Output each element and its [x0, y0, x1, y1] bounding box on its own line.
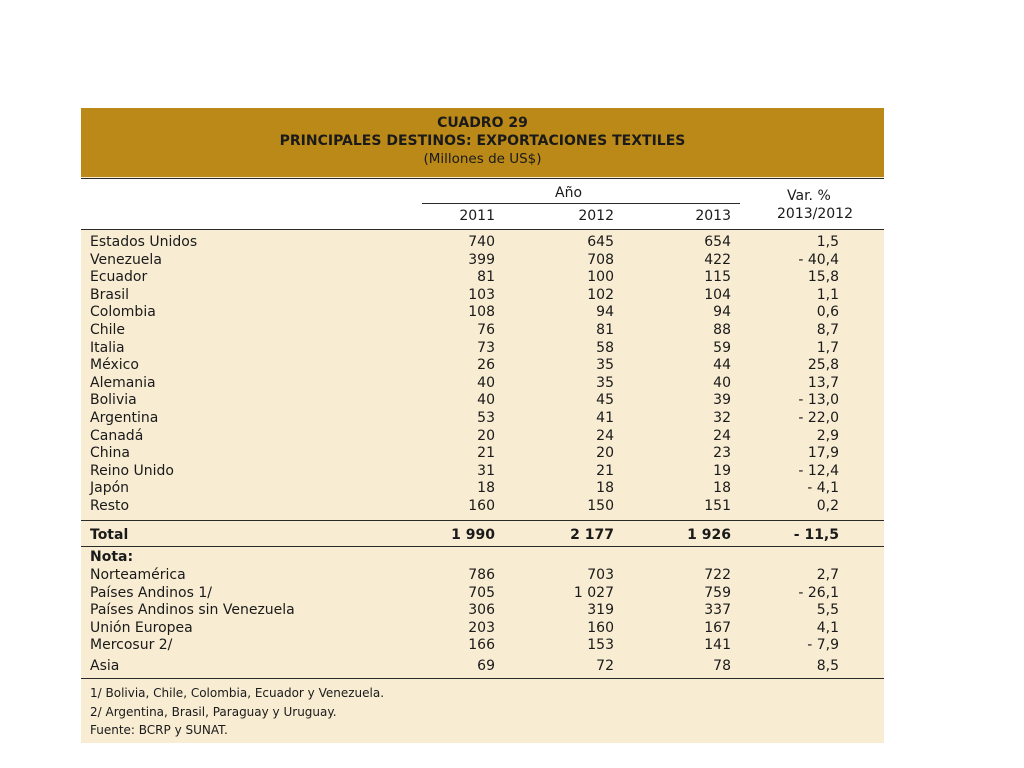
col-header-2011: 2011 [459, 208, 495, 224]
cell-2011: 306 [468, 602, 495, 619]
cell-2013: 654 [704, 234, 731, 250]
cell-2013: 104 [704, 286, 731, 303]
cell-2013: 78 [713, 658, 731, 674]
cell-2012: 94 [596, 304, 614, 321]
cell-2012: 703 [587, 567, 614, 583]
cell-var: 5,5 [816, 602, 839, 619]
cell-2011: 21 [477, 445, 495, 462]
cell-2013: 94 [713, 304, 731, 321]
row-label: China [90, 445, 130, 462]
row-label: Bolivia [90, 392, 137, 409]
cell-var: 0,2 [816, 498, 839, 514]
cell-2012: 24 [596, 427, 614, 444]
cell-2013: 59 [713, 339, 731, 356]
cell-2011: 18 [477, 480, 495, 497]
row-label: Argentina [90, 410, 159, 426]
cell-2013: 24 [713, 427, 731, 444]
cell-2011: 740 [468, 234, 495, 250]
cell-2013: 722 [704, 567, 731, 583]
cell-2013: 32 [713, 410, 731, 426]
row-label: Ecuador [90, 269, 148, 286]
cell-2013: 337 [704, 602, 731, 619]
cell-var: - 7,9 [807, 637, 839, 654]
year-group-rule [422, 203, 740, 204]
table-number: CUADRO 29 [437, 115, 528, 131]
cell-2012: 645 [587, 234, 614, 250]
cell-2013: 44 [713, 357, 731, 374]
cell-2012: 45 [596, 392, 614, 409]
table-document [81, 108, 884, 743]
row-label: Japón [90, 480, 130, 497]
row-label: Norteamérica [90, 567, 186, 583]
row-label: Alemania [90, 374, 156, 391]
footnote-2: 2/ Argentina, Brasil, Paraguay y Uruguay. [90, 704, 337, 719]
row-label: Resto [90, 498, 130, 514]
total-label: Total [90, 527, 129, 543]
footnotes [90, 684, 384, 740]
year-group-label: Año [555, 185, 583, 201]
cell-2011: 73 [477, 339, 495, 356]
cell-2011: 20 [477, 427, 495, 444]
title-band [81, 108, 884, 177]
total-top-rule [81, 520, 884, 521]
col-header-2013: 2013 [695, 208, 731, 224]
header-bottom-rule [81, 229, 884, 230]
cell-2012: 20 [596, 445, 614, 462]
cell-var: 17,9 [807, 445, 839, 462]
cell-2013: 19 [713, 462, 731, 479]
cell-var: 8,7 [816, 322, 839, 338]
col-header-2012: 2012 [578, 208, 614, 224]
cell-2011: 786 [468, 567, 495, 583]
cell-2013: 88 [713, 322, 731, 338]
col-header-var-line1: Var. % [787, 188, 831, 204]
cell-2012: 81 [596, 322, 614, 338]
row-label: Brasil [90, 286, 130, 303]
row-label: Chile [90, 322, 126, 338]
table-title: PRINCIPALES DESTINOS: EXPORTACIONES TEXTILES [279, 133, 686, 149]
row-label: Colombia [90, 304, 156, 321]
row-label: Asia [90, 658, 120, 674]
cell-2012: 41 [596, 410, 614, 426]
cell-2011: 76 [477, 322, 495, 338]
source-note: Fuente: BCRP y SUNAT. [90, 723, 228, 737]
cell-2012: 100 [587, 269, 614, 286]
cell-var: - 13,0 [798, 392, 839, 409]
cell-var: - 4,1 [807, 480, 839, 497]
cell-var: 2,7 [816, 567, 839, 583]
cell-2013: 23 [713, 445, 731, 462]
cell-2013: 422 [704, 251, 731, 268]
cell-2012: 160 [587, 619, 614, 636]
cell-var: 8,5 [816, 658, 839, 674]
total-bottom-rule [81, 546, 884, 547]
cell-2012: 58 [596, 339, 614, 356]
cell-2011: 26 [477, 357, 495, 374]
cell-2012: 153 [587, 637, 614, 654]
cell-2012: 150 [587, 498, 614, 514]
cell-2011: 399 [468, 251, 495, 268]
row-label: México [90, 357, 139, 374]
cell-2011: 103 [468, 286, 495, 303]
cell-2011: 53 [477, 410, 495, 426]
footnote-rule [81, 678, 884, 679]
column-header [81, 179, 884, 230]
cell-2011: 40 [477, 392, 495, 409]
cell-var: - 22,0 [798, 410, 839, 426]
total-2011: 1 990 [451, 527, 495, 543]
cell-2012: 319 [587, 602, 614, 619]
cell-2013: 40 [713, 374, 731, 391]
row-label: Unión Europea [90, 619, 193, 636]
cell-2013: 167 [704, 619, 731, 636]
row-label: Venezuela [90, 251, 162, 268]
cell-2012: 72 [596, 658, 614, 674]
cell-2013: 759 [704, 584, 731, 601]
cell-2012: 102 [587, 286, 614, 303]
cell-2013: 115 [704, 269, 731, 286]
row-label: Mercosur 2/ [90, 637, 173, 654]
cell-2013: 151 [704, 498, 731, 514]
cell-2012: 35 [596, 357, 614, 374]
total-var: - 11,5 [793, 527, 839, 543]
cell-2011: 81 [477, 269, 495, 286]
cell-2013: 39 [713, 392, 731, 409]
row-label: Canadá [90, 427, 144, 444]
table-units: (Millones de US$) [423, 151, 542, 167]
total-2012: 2 177 [570, 527, 614, 543]
row-label: Estados Unidos [90, 234, 198, 250]
row-label: Países Andinos sin Venezuela [90, 602, 295, 619]
cell-var: 1,1 [816, 286, 839, 303]
total-2013: 1 926 [687, 527, 731, 543]
cell-2011: 705 [468, 584, 495, 601]
cell-2011: 31 [477, 462, 495, 479]
cell-2012: 35 [596, 374, 614, 391]
cell-var: 1,7 [816, 339, 839, 356]
footnote-1: 1/ Bolivia, Chile, Colombia, Ecuador y Venezuela. [90, 686, 385, 700]
cell-2011: 166 [468, 637, 495, 654]
nota-heading: Nota: [90, 549, 134, 565]
cell-2011: 69 [477, 658, 495, 674]
cell-2012: 1 027 [573, 584, 614, 601]
cell-var: 15,8 [807, 269, 839, 286]
cell-var: 1,5 [816, 234, 839, 250]
cell-var: - 40,4 [798, 251, 839, 268]
cell-var: 4,1 [816, 619, 839, 636]
cell-var: - 26,1 [798, 584, 839, 601]
cell-var: 2,9 [816, 427, 839, 444]
cell-var: 13,7 [807, 374, 839, 391]
cell-2012: 21 [596, 462, 614, 479]
cell-2012: 708 [587, 251, 614, 268]
cell-2013: 141 [704, 637, 731, 654]
cell-2011: 160 [468, 498, 495, 514]
cell-var: 0,6 [816, 304, 839, 321]
cell-2011: 203 [468, 619, 495, 636]
row-label: Reino Unido [90, 462, 174, 479]
cell-2013: 18 [713, 480, 731, 497]
cell-var: - 12,4 [798, 462, 839, 479]
cell-2011: 40 [477, 374, 495, 391]
row-label: Italia [90, 339, 125, 356]
cell-2011: 108 [468, 304, 495, 321]
cell-var: 25,8 [807, 357, 839, 374]
cell-2012: 18 [596, 480, 614, 497]
row-label: Países Andinos 1/ [90, 584, 212, 601]
col-header-var-line2: 2013/2012 [777, 206, 853, 222]
